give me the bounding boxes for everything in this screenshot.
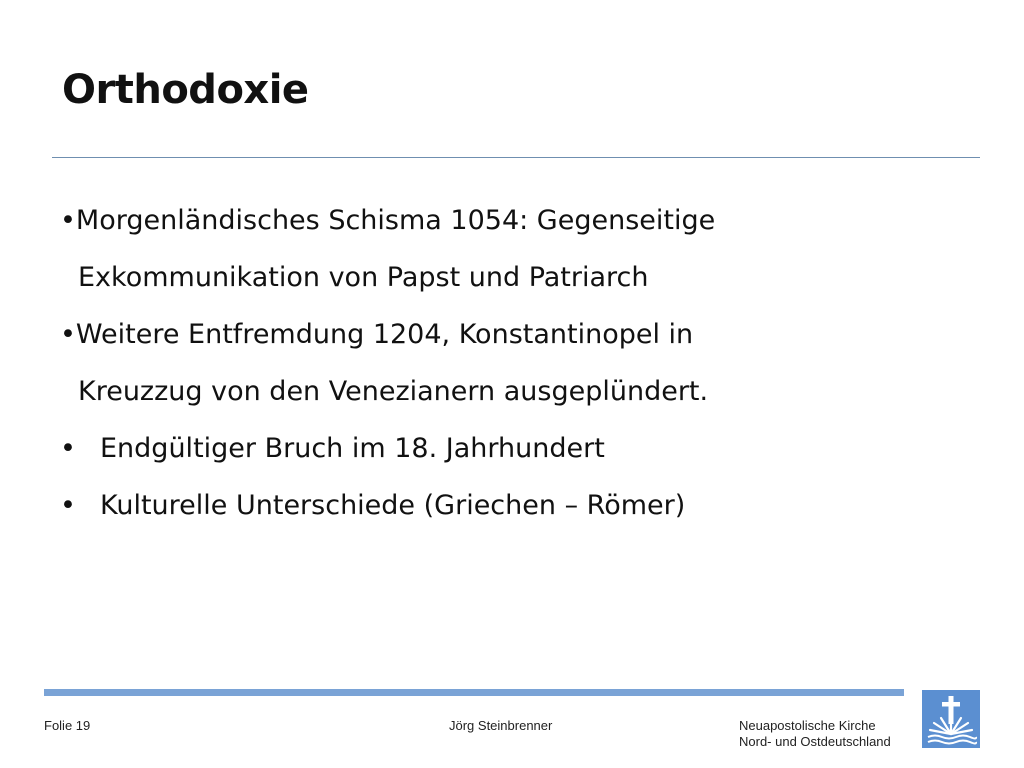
- bullet-item-3: [60, 420, 960, 477]
- footer-author: Jörg Steinbrenner: [449, 718, 553, 733]
- bullet-marker: •: [60, 433, 76, 464]
- bullet-item-1-continuation: Exkommunikation von Papst und Patriarch: [78, 262, 649, 293]
- footer-organization: [739, 718, 891, 750]
- bullet-item-1: •Morgenländisches Schisma 1054: Gegenseitige: [60, 205, 716, 236]
- slide-number: Folie 19: [44, 718, 91, 733]
- bullet-list: [60, 192, 960, 534]
- slide-title: Orthodoxie: [62, 67, 309, 113]
- organization-line-2: Nord- und Ostdeutschland: [739, 734, 891, 749]
- church-cross-sun-logo-icon: [922, 690, 980, 748]
- title-divider: [52, 157, 980, 158]
- bullet-item-4: [60, 477, 960, 534]
- bullet-marker: •: [60, 490, 76, 521]
- bullet-item-4-text: Kulturelle Unterschiede (Griechen – Römer): [100, 490, 686, 521]
- organization-line-1: Neuapostolische Kirche: [739, 718, 876, 733]
- bullet-item-2: •Weitere Entfremdung 1204, Konstantinopel in: [60, 319, 694, 350]
- footer-bar: [44, 689, 904, 696]
- bullet-item-3-text: Endgültiger Bruch im 18. Jahrhundert: [100, 433, 605, 464]
- bullet-item-2-continuation: Kreuzzug von den Venezianern ausgeplündert.: [78, 376, 709, 407]
